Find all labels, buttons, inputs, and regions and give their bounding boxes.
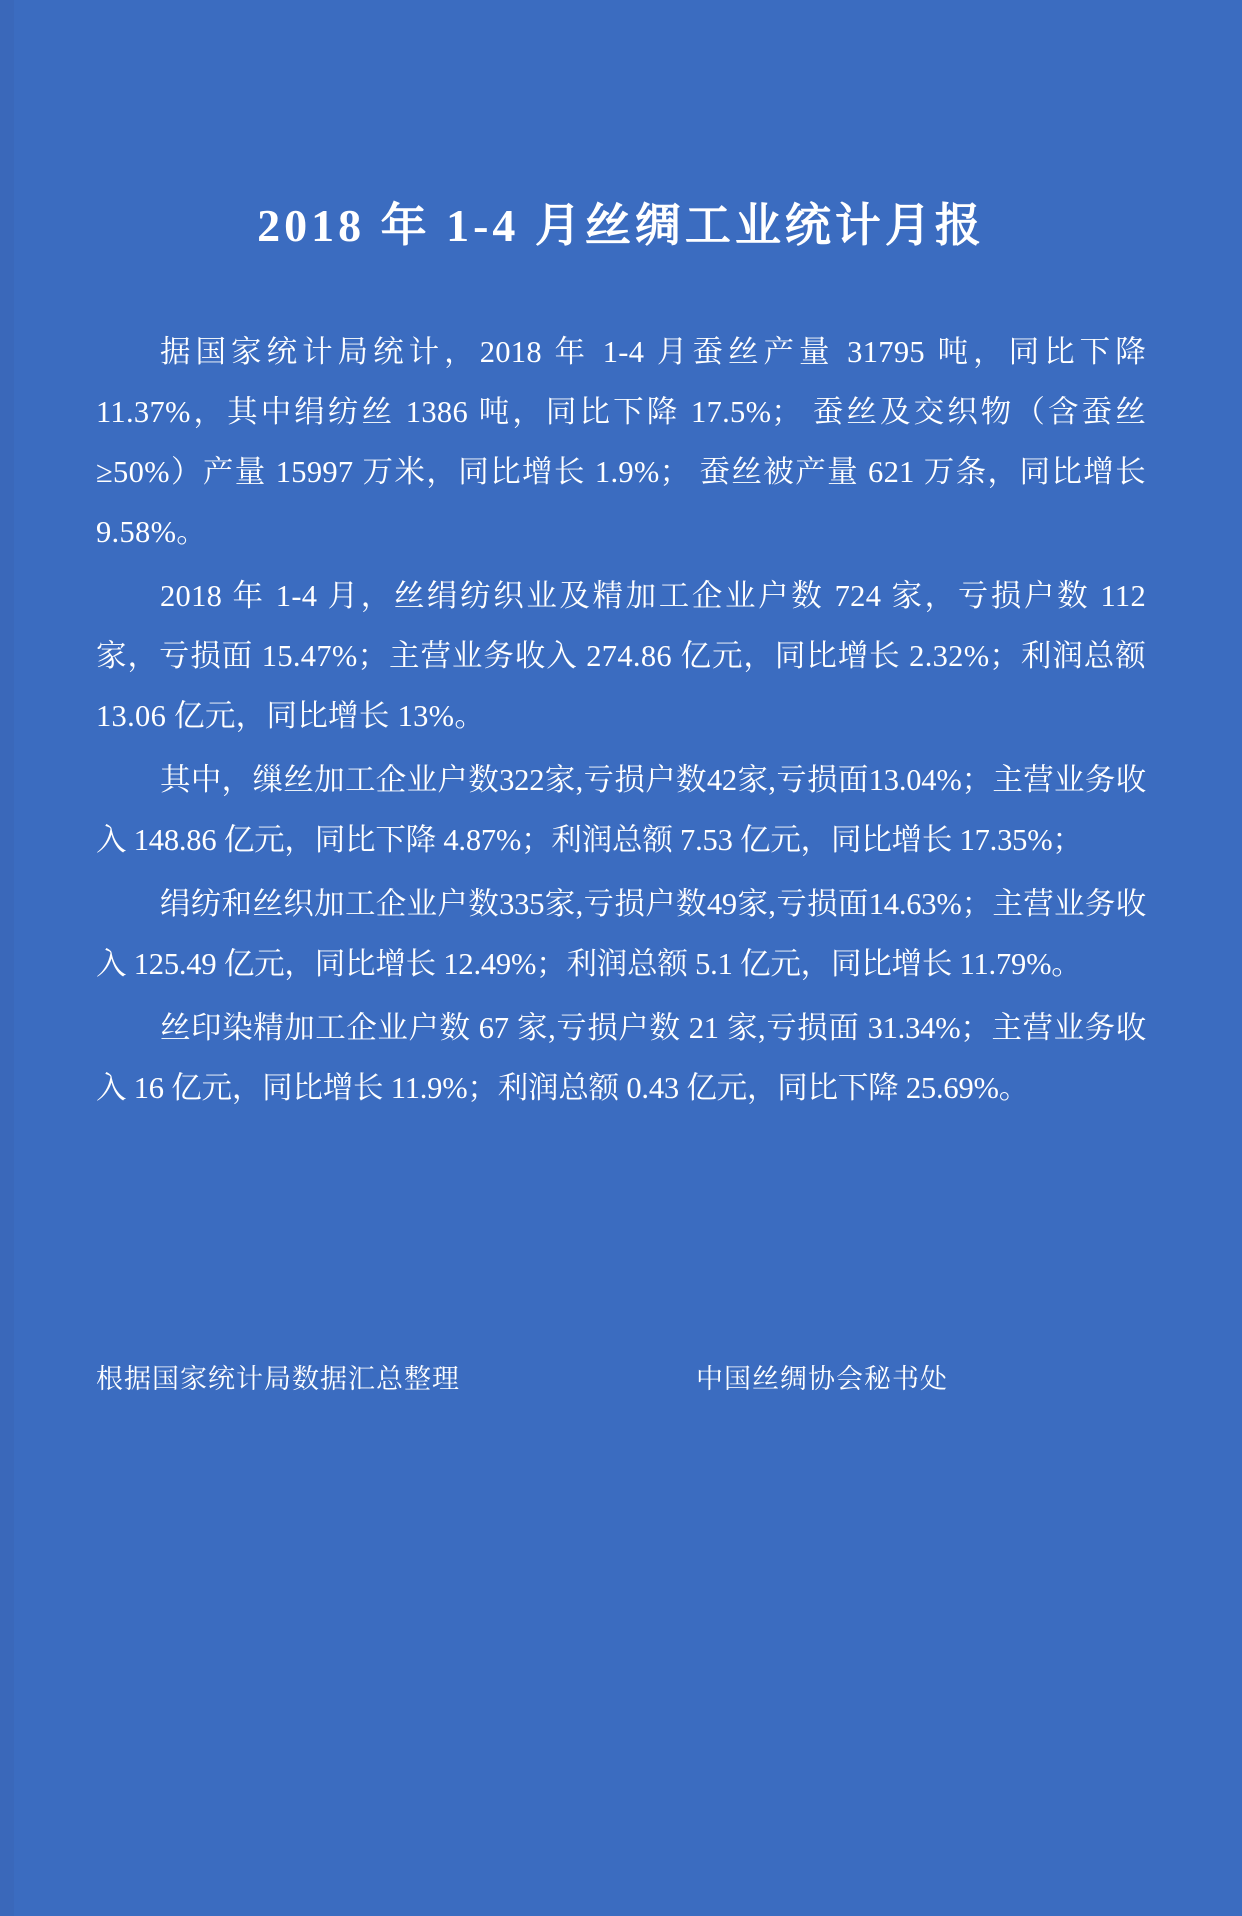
paragraph-spun-silk-weaving: 绢纺和丝织加工企业户数335家,亏损户数49家,亏损面14.63%；主营业务收入 125.49 亿元，同比增长 12.49%；利润总额 5.1 亿元，同比增长 11.79%。 <box>96 886 1146 981</box>
paragraph-printing-dyeing: 丝印染精加工企业户数 67 家,亏损户数 21 家,亏损面 31.34%；主营业务收入 16 亿元，同比增长 11.9%；利润总额 0.43 亿元，同比下降 25.69%。 <box>96 1010 1146 1105</box>
footer-source-note: 根据国家统计局数据汇总整理 <box>96 1364 460 1394</box>
footer-issuer: 中国丝绸协会秘书处 <box>696 1364 948 1394</box>
page-title: 2018 年 1-4 月丝绸工业统计月报 <box>257 200 985 251</box>
paragraph-production-stats: 据国家统计局统计，2018 年 1-4 月蚕丝产量 31795 吨，同比下降 11.37%，其中绢纺丝 1386 吨，同比下降 17.5%； 蚕丝及交织物（含蚕丝≥50%）产量 15997 万米，同比增长 1.9%； 蚕丝被产量 621 万条，同比增长 9.58%。 <box>96 334 1146 549</box>
paragraph-silk-reeling: 其中，缫丝加工企业户数322家,亏损户数42家,亏损面13.04%；主营业务收入 148.86 亿元，同比下降 4.87%；利润总额 7.53 亿元，同比增长 17.35%； <box>96 762 1146 857</box>
document-footer <box>96 1357 1146 1396</box>
document-body <box>96 322 1146 1118</box>
paragraph-industry-overview: 2018 年 1-4 月，丝绢纺织业及精加工企业户数 724 家，亏损户数 112 家，亏损面 15.47%；主营业务收入 274.86 亿元，同比增长 2.32%；利润总额 13.06 亿元，同比增长 13%。 <box>96 578 1146 733</box>
